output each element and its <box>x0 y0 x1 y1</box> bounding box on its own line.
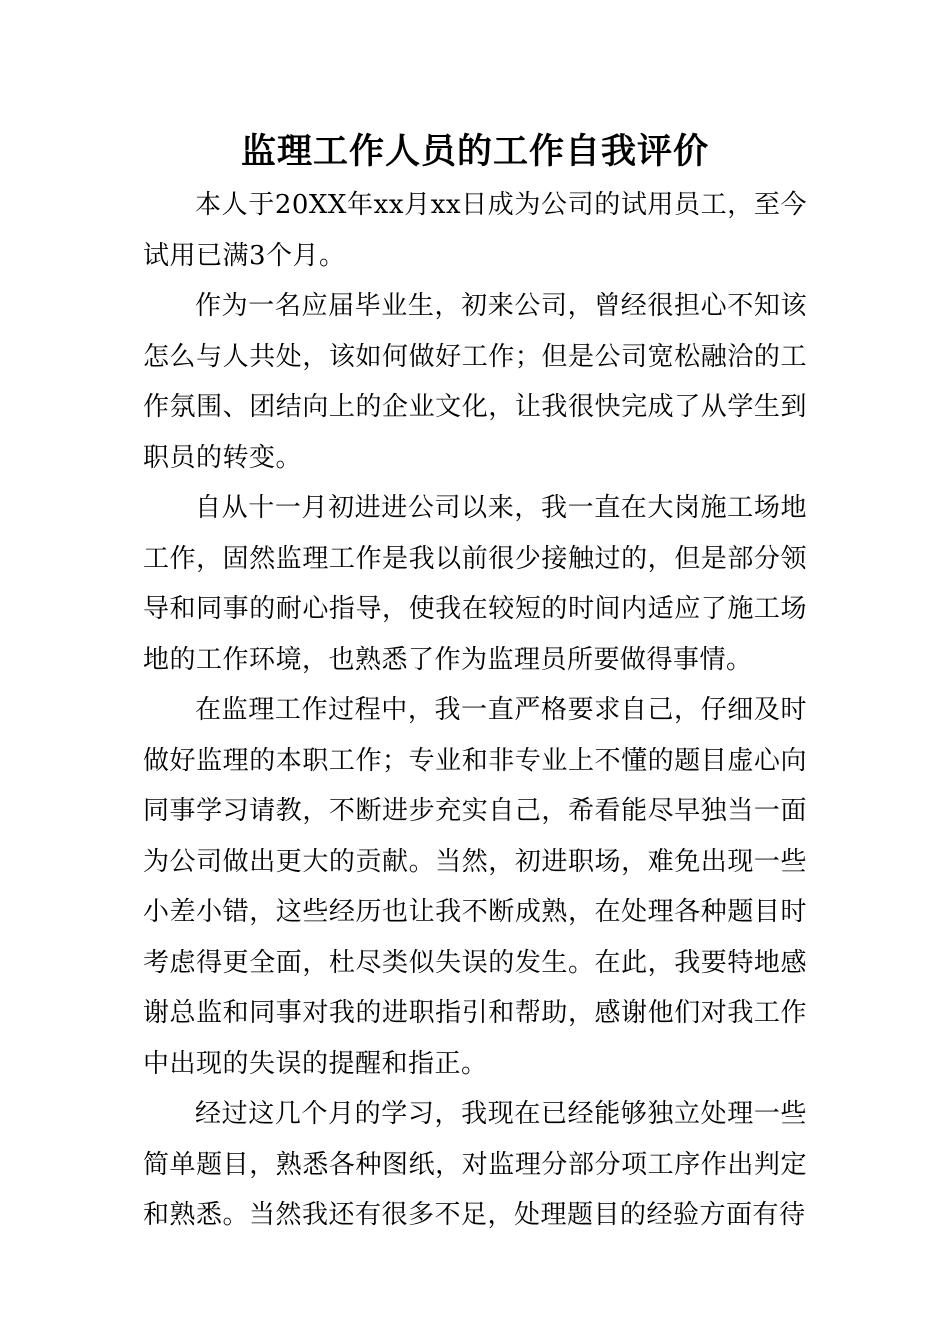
paragraph-graduate-adaptation: 作为一名应届毕业生，初来公司，曾经很担心不知该怎么与人共处，该如何做好工作；但是公司宽松融洽的工作氛围、团结向上的企业文化，让我很快完成了从学生到职员的转变。 <box>143 291 807 473</box>
paragraph-trial-period: 本人于20XX年xx月xx日成为公司的试用员工，至今试用已满3个月。 <box>143 190 807 271</box>
paragraph-learning-progress: 经过这几个月的学习，我现在已经能够独立处理一些简单题目，熟悉各种图纸，对监理分部分项工序作出判定和熟悉。当然我还有很多不足，处理题目的经验方面有待 <box>143 1099 807 1230</box>
paragraph-site-work: 自从十一月初进进公司以来，我一直在大岗施工场地工作，固然监理工作是我以前很少接触过的，但是部分领导和同事的耐心指导，使我在较短的时间内适应了施工场地的工作环境，也熟悉了作为监理员所要做得事情。 <box>143 493 807 675</box>
document-body <box>143 124 807 1241</box>
paragraph-supervision-process: 在监理工作过程中，我一直严格要求自己，仔细及时做好监理的本职工作；专业和非专业上不懂的题目虚心向同事学习请教，不断进步充实自己，希看能尽早独当一面为公司做出更大的贡献。当然，初进职场，难免出现一些小差小错，这些经历也让我不断成熟，在处理各种题目时考虑得更全面，杜尽类似失误的发生。在此，我要特地感谢总监和同事对我的进职指引和帮助，感谢他们对我工作中出现的失误的提醒和指正。 <box>143 695 807 1079</box>
document-title: 监理工作人员的工作自我评价 <box>240 132 709 172</box>
